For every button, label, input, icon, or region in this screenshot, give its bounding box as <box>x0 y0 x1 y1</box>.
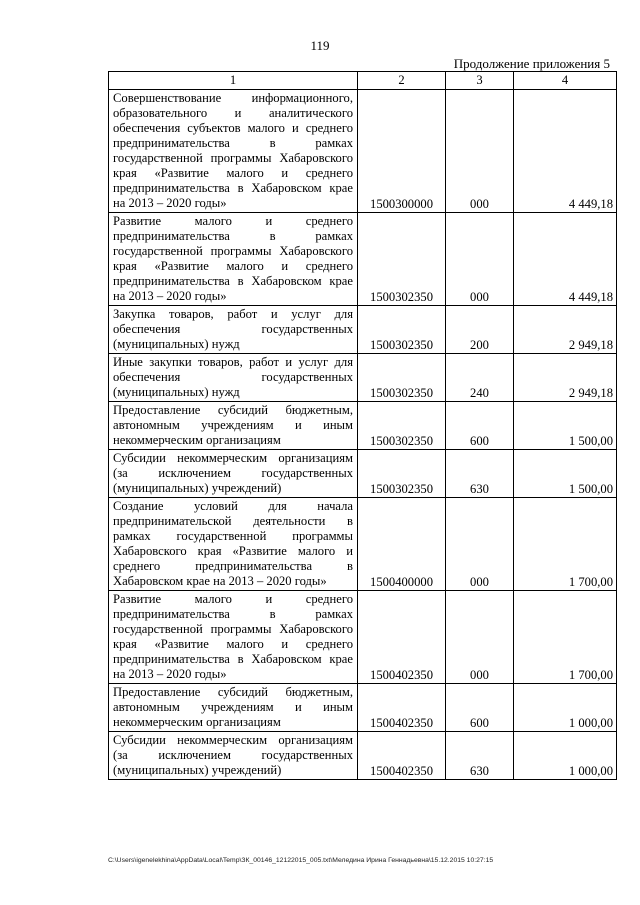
row-code-cell: 1500302350 <box>358 354 446 402</box>
table-row <box>109 90 617 213</box>
row-name-cell: Развитие малого и среднего предпринимательства в рамках государственной программы Хабаровского края «Развитие малого и среднего предпринимательства в Хабаровском крае на 2013 – 2020 годы» <box>109 591 358 684</box>
row-name-cell: Предоставление субсидий бюджетным, автономным учреждениям и иным некоммерческим организациям <box>109 684 358 732</box>
row-name-cell: Развитие малого и среднего предпринимательства в рамках государственной программы Хабаровского края «Развитие малого и среднего предпринимательства в Хабаровском крае на 2013 – 2020 годы» <box>109 213 358 306</box>
table-row <box>109 306 617 354</box>
row-code-cell: 1500302350 <box>358 402 446 450</box>
table-row <box>109 354 617 402</box>
table-row <box>109 498 617 591</box>
row-sum-cell: 4 449,18 <box>514 213 617 306</box>
file-path-footer: C:\Users\igenelekhina\AppData\Local\Temp\ЗК_00146_12122015_005.txt\Меледина Ирина Геннадьевна\15.12.2015 10:27:15 <box>108 857 494 864</box>
row-code-cell: 1500302350 <box>358 450 446 498</box>
table-row <box>109 732 617 780</box>
row-name-cell: Создание условий для начала предпринимательской деятельности в рамках государственной программы Хабаровского края «Развитие малого и среднего предпринимательства в Хабаровском крае на 2013 – 2020 годы» <box>109 498 358 591</box>
column-header-2: 2 <box>358 72 446 90</box>
column-header-3: 3 <box>446 72 514 90</box>
table-row <box>109 402 617 450</box>
row-name-cell: Субсидии некоммерческим организациям (за исключением государственных (муниципальных) учреждений) <box>109 732 358 780</box>
row-type-cell: 000 <box>446 213 514 306</box>
row-name-cell: Иные закупки товаров, работ и услуг для обеспечения государственных (муниципальных) нужд <box>109 354 358 402</box>
row-sum-cell: 4 449,18 <box>514 90 617 213</box>
column-header-4: 4 <box>514 72 617 90</box>
appendix-continuation-title: Продолжение приложения 5 <box>453 56 610 71</box>
row-type-cell: 630 <box>446 732 514 780</box>
row-sum-cell: 1 500,00 <box>514 450 617 498</box>
row-type-cell: 200 <box>446 306 514 354</box>
row-sum-cell: 1 000,00 <box>514 732 617 780</box>
row-type-cell: 000 <box>446 498 514 591</box>
row-code-cell: 1500402350 <box>358 684 446 732</box>
row-code-cell: 1500302350 <box>358 213 446 306</box>
table-row <box>109 684 617 732</box>
page-number: 119 <box>310 38 330 53</box>
budget-table <box>108 71 617 780</box>
table-row <box>109 591 617 684</box>
row-sum-cell: 1 500,00 <box>514 402 617 450</box>
row-name-cell: Закупка товаров, работ и услуг для обеспечения государственных (муниципальных) нужд <box>109 306 358 354</box>
row-code-cell: 1500402350 <box>358 732 446 780</box>
row-sum-cell: 2 949,18 <box>514 354 617 402</box>
table-header-row <box>109 72 617 90</box>
row-type-cell: 630 <box>446 450 514 498</box>
row-type-cell: 240 <box>446 354 514 402</box>
row-name-cell: Предоставление субсидий бюджетным, автономным учреждениям и иным некоммерческим организациям <box>109 402 358 450</box>
table-row <box>109 213 617 306</box>
row-sum-cell: 2 949,18 <box>514 306 617 354</box>
row-sum-cell: 1 700,00 <box>514 498 617 591</box>
row-type-cell: 600 <box>446 402 514 450</box>
column-header-1: 1 <box>109 72 358 90</box>
row-code-cell: 1500300000 <box>358 90 446 213</box>
row-code-cell: 1500302350 <box>358 306 446 354</box>
row-type-cell: 000 <box>446 591 514 684</box>
row-code-cell: 1500402350 <box>358 591 446 684</box>
table-row <box>109 450 617 498</box>
row-code-cell: 1500400000 <box>358 498 446 591</box>
row-sum-cell: 1 700,00 <box>514 591 617 684</box>
table-body <box>109 90 617 780</box>
row-type-cell: 000 <box>446 90 514 213</box>
row-type-cell: 600 <box>446 684 514 732</box>
row-name-cell: Субсидии некоммерческим организациям (за исключением государственных (муниципальных) учреждений) <box>109 450 358 498</box>
row-name-cell: Совершенствование информационного, образовательного и аналитического обеспечения субъектов малого и среднего предпринимательства в рамках государственной программы Хабаровского края «Развитие малого и среднего предпринимательства в Хабаровском крае на 2013 – 2020 годы» <box>109 90 358 213</box>
row-sum-cell: 1 000,00 <box>514 684 617 732</box>
